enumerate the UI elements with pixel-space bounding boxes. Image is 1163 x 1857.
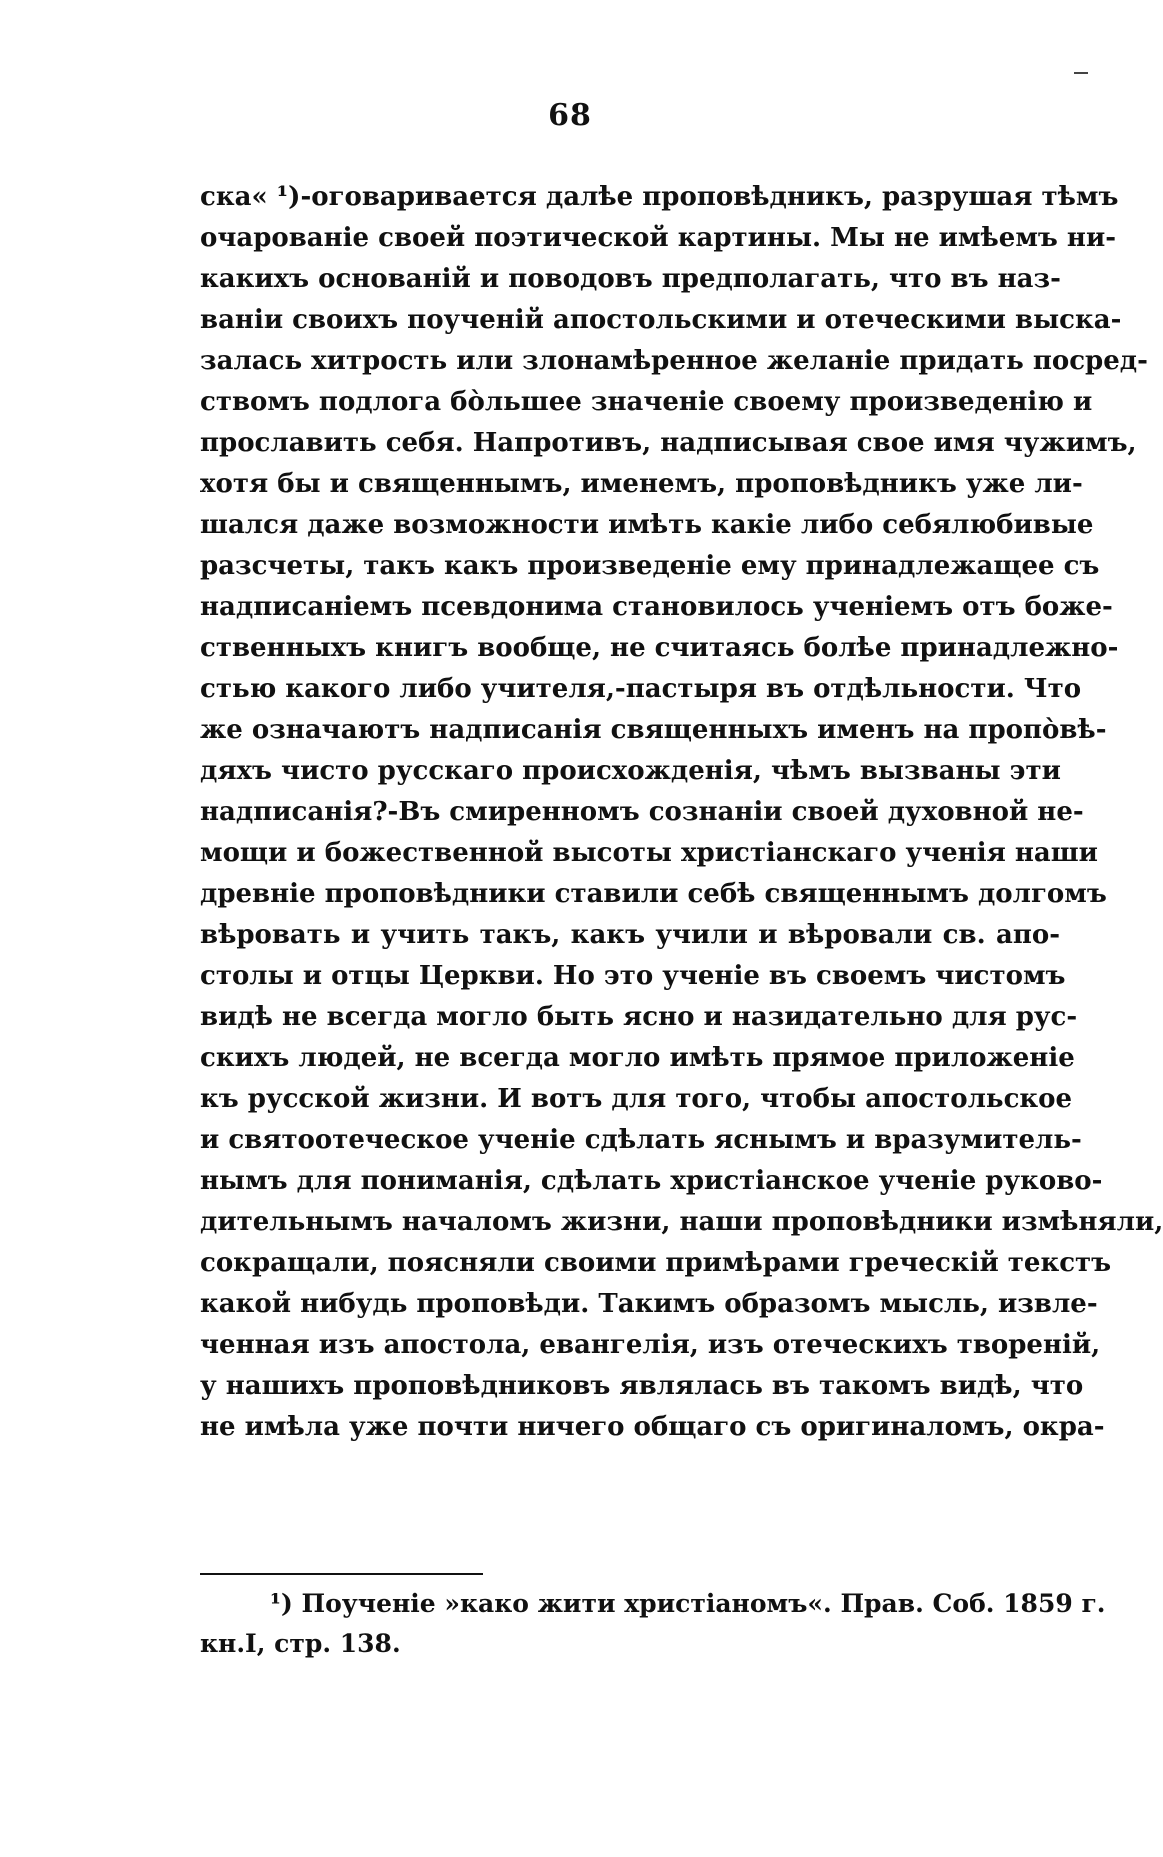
text-line: не имѣла уже почти ничего общаго съ оригиналомъ, окра- xyxy=(200,1412,1105,1442)
text-line: ственныхъ книгъ вообще, не считаясь болѣе принадлежно- xyxy=(200,633,1119,663)
footnote-divider xyxy=(200,1573,483,1575)
text-line: шался даже возможности имѣть какіе либо себялюбивые xyxy=(200,510,1094,540)
text-line: сокращали, поясняли своими примѣрами греческій текстъ xyxy=(200,1248,1112,1278)
text-line: прославить себя. Напротивъ, надписывая свое имя чужимъ, xyxy=(200,428,1137,458)
footnote-line: ¹) Поученіе »како жити христіаномъ«. Прав. Соб. 1859 г. xyxy=(270,1589,1106,1618)
text-line: ваніи своихъ поученій апостольскими и отеческими выска- xyxy=(200,305,1122,335)
text-line: очарованіе своей поэтической картины. Мы не имѣемъ ни- xyxy=(200,223,1117,253)
text-line: стью какого либо учителя,-пастыря въ отдѣльности. Что xyxy=(200,674,1082,704)
text-line: ченная изъ апостола, евангелія, изъ отеческихъ твореній, xyxy=(200,1330,1101,1360)
text-line: мощи и божественной высоты христіанскаго ученія наши xyxy=(200,838,1098,868)
text-line: древніе проповѣдники ставили себѣ священнымъ долгомъ xyxy=(200,879,1107,909)
text-line: у нашихъ проповѣдниковъ являлась въ такомъ видѣ, что xyxy=(200,1371,1084,1401)
text-line: надписаніемъ псевдонима становилось ученіемъ отъ боже- xyxy=(200,592,1113,622)
text-line: какихъ основаній и поводовъ предполагать, что въ наз- xyxy=(200,264,1061,294)
text-line: какой нибудь проповѣди. Такимъ образомъ мысль, извле- xyxy=(200,1289,1098,1319)
text-line: хотя бы и священнымъ, именемъ, проповѣдникъ уже ли- xyxy=(200,469,1083,499)
text-line: видѣ не всегда могло быть ясно и назидательно для рус- xyxy=(200,1002,1078,1032)
text-line: дяхъ чисто русскаго происхожденія, чѣмъ вызваны эти xyxy=(200,756,1061,786)
text-line: и святоотеческое ученіе сдѣлать яснымъ и вразумитель- xyxy=(200,1125,1082,1155)
body-text xyxy=(200,177,1163,1448)
footnote xyxy=(200,1584,1106,1664)
footnote-line: кн.I, стр. 138. xyxy=(200,1629,401,1658)
text-line: надписанія?-Въ смиренномъ сознаніи своей духовной не- xyxy=(200,797,1084,827)
text-line: къ русской жизни. И вотъ для того, чтобы апостольское xyxy=(200,1084,1073,1114)
text-line: залась хитрость или злонамѣренное желаніе придать посред- xyxy=(200,346,1148,376)
text-line: дительнымъ началомъ жизни, наши проповѣдники измѣняли, xyxy=(200,1207,1163,1237)
page-number: 68 xyxy=(548,98,592,133)
text-line: же означаютъ надписанія священныхъ именъ на пропо̀вѣ- xyxy=(200,715,1107,745)
text-line: вѣровать и учить такъ, какъ учили и вѣровали св. апо- xyxy=(200,920,1060,950)
text-line: столы и отцы Церкви. Но это ученіе въ своемъ чистомъ xyxy=(200,961,1066,991)
text-line: скихъ людей, не всегда могло имѣть прямое приложеніе xyxy=(200,1043,1075,1073)
text-line: разсчеты, такъ какъ произведеніе ему принадлежащее съ xyxy=(200,551,1100,581)
margin-mark xyxy=(1074,72,1088,74)
text-line: ствомъ подлога бо̀льшее значеніе своему произведенію и xyxy=(200,387,1093,417)
text-line: ска« ¹)-оговаривается далѣе проповѣдникъ, разрушая тѣмъ xyxy=(200,182,1119,212)
text-line: нымъ для пониманія, сдѣлать христіанское ученіе руково- xyxy=(200,1166,1103,1196)
